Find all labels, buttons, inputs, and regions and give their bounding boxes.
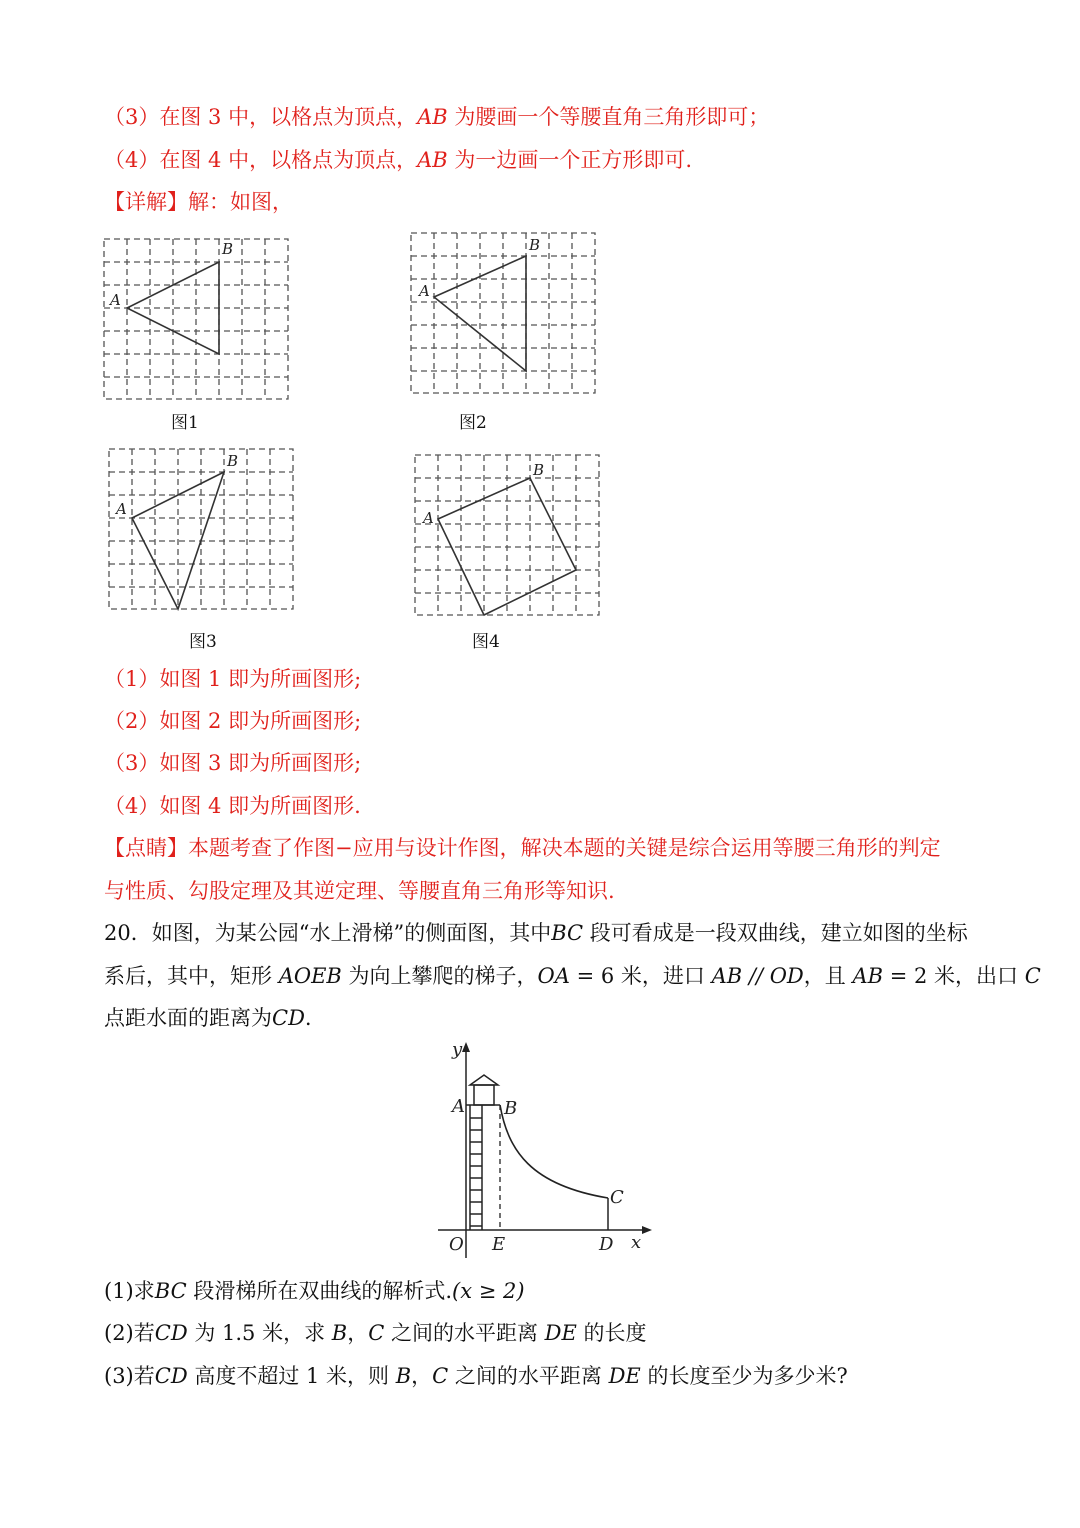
label-o: O: [449, 1234, 464, 1255]
detail-line: 【详解】解：如图，: [104, 190, 293, 214]
problem-20-line-2: 系后，其中，矩形 AOEB 为向上攀爬的梯子，OA = 6 米，进口 AB // OD，且 AB = 2 米，出口 C: [104, 964, 1041, 988]
tower-cabin: [474, 1085, 494, 1105]
question-1: (1)求BC 段滑梯所在双曲线的解析式.(x ≥ 2): [104, 1279, 525, 1303]
label-d: D: [599, 1234, 614, 1255]
figure-3-caption: 图3: [189, 632, 217, 652]
label-a: A: [452, 1096, 465, 1117]
answer-line-3: （3）如图 3 即为所画图形;: [104, 751, 362, 775]
grid-lines: [109, 449, 293, 609]
ladder: [466, 1105, 500, 1230]
figure-1: [100, 234, 295, 406]
comment-line-1: 【点睛】本题考查了作图−应用与设计作图，解决本题的关键是综合运用等腰三角形的判定: [104, 836, 941, 860]
grid-lines: [415, 455, 599, 615]
question-2: (2)若CD 为 1.5 米，求 B，C 之间的水平距离 DE 的长度: [104, 1321, 647, 1345]
label-e: E: [492, 1234, 506, 1255]
figure-3: [105, 444, 300, 616]
figure-4-caption: 图4: [472, 632, 500, 652]
label-b: B: [533, 461, 545, 479]
comment-line-2: 与性质、勾股定理及其逆定理、等腰直角三角形等知识.: [104, 879, 615, 903]
tower-roof: [470, 1075, 498, 1085]
grid-lines: [411, 233, 595, 393]
water-slide-diagram: [430, 1040, 655, 1265]
figure-2-caption: 图2: [459, 413, 487, 433]
label-c: C: [610, 1187, 624, 1208]
hint-line-3: （3）在图 3 中，以格点为顶点，AB 为腰画一个等腰直角三角形即可；: [104, 105, 770, 129]
label-a: A: [110, 291, 121, 309]
label-a: A: [116, 500, 127, 518]
y-axis-arrow: [462, 1042, 470, 1052]
problem-20-line-3: 点距水面的距离为CD.: [104, 1006, 312, 1030]
label-a: A: [419, 282, 430, 300]
figure-4: [411, 450, 606, 622]
question-3: (3)若CD 高度不超过 1 米，则 B，C 之间的水平距离 DE 的长度至少为多少米?: [104, 1364, 848, 1388]
figure-2: [407, 228, 602, 400]
problem-20-line-1: 20．如图，为某公园“水上滑梯”的侧面图，其中BC 段可看成是一段双曲线，建立如图的坐标: [104, 921, 968, 945]
grid-lines: [104, 239, 288, 399]
answer-line-1: （1）如图 1 即为所画图形;: [104, 667, 362, 691]
label-x: x: [631, 1232, 642, 1253]
label-b: B: [504, 1098, 518, 1119]
x-axis-arrow: [642, 1226, 652, 1234]
label-a: A: [423, 509, 434, 527]
hint-line-4: （4）在图 4 中，以格点为顶点，AB 为一边画一个正方形即可.: [104, 148, 693, 172]
answer-line-2: （2）如图 2 即为所画图形;: [104, 709, 362, 733]
label-b: B: [529, 236, 541, 254]
label-b: B: [227, 452, 239, 470]
label-b: B: [222, 240, 234, 258]
answer-line-4: （4）如图 4 即为所画图形.: [104, 794, 361, 818]
label-y: y: [452, 1040, 463, 1060]
figure-1-caption: 图1: [171, 413, 199, 433]
